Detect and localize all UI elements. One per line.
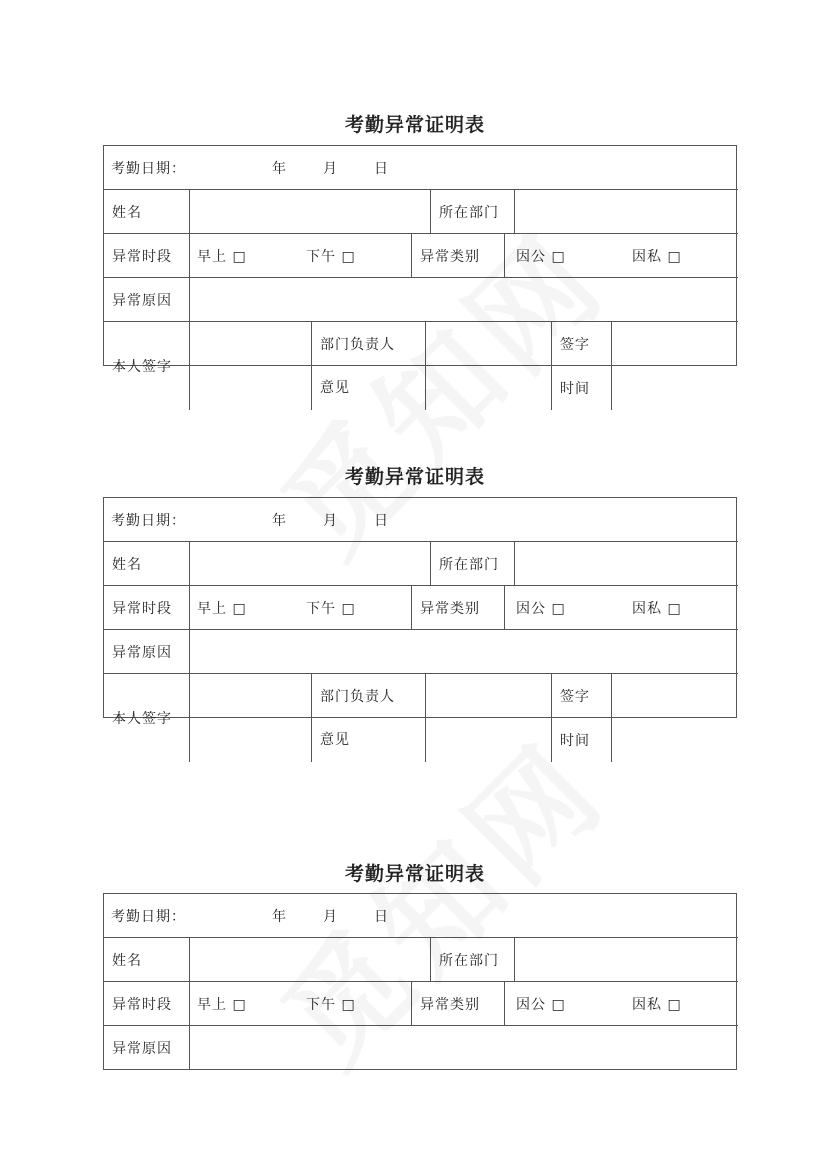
attendance-form-table: [103, 145, 737, 397]
name-field[interactable]: [190, 190, 431, 234]
type-options: [505, 234, 738, 278]
self-sign-field[interactable]: [190, 322, 312, 410]
period-label: 异常时段: [104, 982, 190, 1026]
time-field[interactable]: [612, 718, 738, 762]
name-label: 姓名: [104, 938, 190, 982]
public-checkbox[interactable]: 因公 □: [516, 996, 566, 1013]
reason-label: 异常原因: [104, 278, 190, 322]
department-head-opinion-field[interactable]: [426, 322, 552, 410]
period-label: 异常时段: [104, 586, 190, 630]
department-head-opinion-field[interactable]: [426, 674, 552, 762]
morning-checkbox[interactable]: 早上 □: [197, 248, 247, 265]
type-options: [505, 982, 738, 1026]
morning-checkbox[interactable]: 早上 □: [197, 996, 247, 1013]
month-label: 月: [323, 512, 338, 529]
private-checkbox[interactable]: 因私 □: [632, 996, 682, 1013]
self-sign-label: 本人签字: [104, 674, 190, 762]
day-label: 日: [374, 512, 389, 529]
public-checkbox[interactable]: 因公 □: [516, 600, 566, 617]
date-label: 考勤日期：: [111, 908, 186, 925]
name-field[interactable]: [190, 938, 431, 982]
type-label: 异常类别: [412, 234, 505, 278]
year-label: 年: [272, 160, 287, 177]
year-label: 年: [272, 908, 287, 925]
department-head-label: [312, 322, 426, 410]
sign-field[interactable]: [612, 674, 738, 718]
private-checkbox[interactable]: 因私 □: [632, 248, 682, 265]
form-title: 考勤异常证明表: [344, 466, 485, 488]
period-options: [190, 586, 412, 630]
name-field[interactable]: [190, 542, 431, 586]
sign-label: 签字: [552, 322, 612, 366]
period-label: 异常时段: [104, 234, 190, 278]
afternoon-checkbox[interactable]: 下午 □: [306, 996, 356, 1013]
reason-field[interactable]: [190, 1026, 738, 1070]
type-options: [505, 586, 738, 630]
department-head-label-line2: 意见: [320, 380, 350, 396]
sign-field[interactable]: [612, 322, 738, 366]
day-label: 日: [374, 160, 389, 177]
department-head-label-line1: 部门负责人: [320, 337, 395, 353]
time-label: 时间: [552, 718, 612, 762]
form-title: 考勤异常证明表: [344, 114, 485, 136]
private-checkbox[interactable]: 因私 □: [632, 600, 682, 617]
name-label: 姓名: [104, 542, 190, 586]
name-label: 姓名: [104, 190, 190, 234]
date-label: 考勤日期：: [111, 160, 186, 177]
department-label: 所在部门: [431, 542, 515, 586]
department-field[interactable]: [515, 938, 738, 982]
day-label: 日: [374, 908, 389, 925]
period-options: [190, 982, 412, 1026]
department-head-label: [312, 674, 426, 762]
sign-label: 签字: [552, 674, 612, 718]
time-label: 时间: [552, 366, 612, 410]
department-head-label-line1: 部门负责人: [320, 689, 395, 705]
reason-label: 异常原因: [104, 1026, 190, 1070]
reason-label: 异常原因: [104, 630, 190, 674]
department-label: 所在部门: [431, 938, 515, 982]
afternoon-checkbox[interactable]: 下午 □: [306, 600, 356, 617]
self-sign-field[interactable]: [190, 674, 312, 762]
type-label: 异常类别: [412, 586, 505, 630]
attendance-form-table: [103, 497, 737, 749]
morning-checkbox[interactable]: 早上 □: [197, 600, 247, 617]
reason-field[interactable]: [190, 630, 738, 674]
date-row[interactable]: [104, 146, 738, 190]
month-label: 月: [323, 160, 338, 177]
date-row[interactable]: [104, 498, 738, 542]
public-checkbox[interactable]: 因公 □: [516, 248, 566, 265]
time-field[interactable]: [612, 366, 738, 410]
month-label: 月: [323, 908, 338, 925]
self-sign-label: 本人签字: [104, 322, 190, 410]
department-head-label-line2: 意见: [320, 732, 350, 748]
department-field[interactable]: [515, 542, 738, 586]
afternoon-checkbox[interactable]: 下午 □: [306, 248, 356, 265]
department-label: 所在部门: [431, 190, 515, 234]
date-label: 考勤日期：: [111, 512, 186, 529]
date-row[interactable]: [104, 894, 738, 938]
department-field[interactable]: [515, 190, 738, 234]
year-label: 年: [272, 512, 287, 529]
attendance-form-table: [103, 893, 737, 1070]
period-options: [190, 234, 412, 278]
reason-field[interactable]: [190, 278, 738, 322]
type-label: 异常类别: [412, 982, 505, 1026]
form-title: 考勤异常证明表: [344, 863, 485, 885]
